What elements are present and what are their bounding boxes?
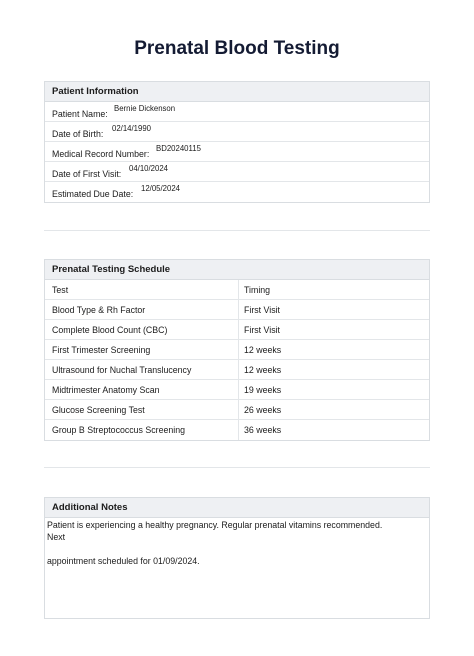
- patient-information-section: [44, 81, 430, 203]
- column-divider: [238, 320, 239, 339]
- test-name: Ultrasound for Nuchal Translucency: [52, 365, 192, 375]
- table-header-row: [45, 280, 429, 300]
- date-of-birth-row: [45, 122, 429, 142]
- test-timing: 19 weeks: [244, 385, 282, 395]
- estimated-due-date-value: 12/05/2024: [141, 184, 181, 193]
- section-divider: [44, 230, 430, 231]
- table-row: [45, 400, 429, 420]
- table-row: [45, 360, 429, 380]
- date-of-birth-value: 02/14/1990: [112, 124, 152, 133]
- column-header-test: Test: [52, 285, 69, 295]
- notes-line: Patient is experiencing a healthy pregnancy. Regular prenatal vitamins recommended.: [47, 520, 383, 530]
- notes-line: Next: [47, 532, 66, 542]
- test-timing: First Visit: [244, 305, 281, 315]
- column-divider: [238, 280, 239, 299]
- column-header-timing: Timing: [244, 285, 271, 295]
- patient-information-header: Patient Information: [45, 82, 429, 102]
- notes-text-area: [45, 518, 429, 618]
- medical-record-number-value: BD20240115: [156, 144, 201, 153]
- testing-schedule-header: Prenatal Testing Schedule: [45, 260, 429, 280]
- column-divider: [238, 380, 239, 399]
- test-name: Glucose Screening Test: [52, 405, 145, 415]
- section-divider: [44, 467, 430, 468]
- estimated-due-date-row: [45, 182, 429, 202]
- patient-name-value: Bernie Dickenson: [114, 104, 176, 113]
- patient-name-row: [45, 102, 429, 122]
- additional-notes-section: [44, 497, 430, 619]
- test-timing: 12 weeks: [244, 345, 282, 355]
- page-title: Prenatal Blood Testing: [134, 38, 340, 59]
- date-of-birth-label: Date of Birth:: [52, 129, 104, 139]
- estimated-due-date-label: Estimated Due Date:: [52, 189, 134, 199]
- test-timing: 26 weeks: [244, 405, 282, 415]
- date-of-first-visit-value: 04/10/2024: [129, 164, 169, 173]
- test-name: Midtrimester Anatomy Scan: [52, 385, 160, 395]
- notes-spacer: [47, 543, 427, 555]
- medical-record-number-label: Medical Record Number:: [52, 149, 150, 159]
- column-divider: [238, 420, 239, 440]
- date-of-first-visit-row: [45, 162, 429, 182]
- column-divider: [238, 300, 239, 319]
- medical-record-number-row: [45, 142, 429, 162]
- test-name: First Trimester Screening: [52, 345, 151, 355]
- test-name: Blood Type & Rh Factor: [52, 305, 146, 315]
- test-timing: 12 weeks: [244, 365, 282, 375]
- patient-name-label: Patient Name:: [52, 109, 108, 119]
- test-timing: First Visit: [244, 325, 281, 335]
- testing-schedule-section: [44, 259, 430, 441]
- notes-line: appointment scheduled for 01/09/2024.: [47, 556, 200, 566]
- test-timing: 36 weeks: [244, 425, 282, 435]
- column-divider: [238, 360, 239, 379]
- table-row: [45, 300, 429, 320]
- test-name: Complete Blood Count (CBC): [52, 325, 168, 335]
- test-name: Group B Streptococcus Screening: [52, 425, 186, 435]
- table-row: [45, 340, 429, 360]
- column-divider: [238, 400, 239, 419]
- column-divider: [238, 340, 239, 359]
- table-row: [45, 320, 429, 340]
- additional-notes-header: Additional Notes: [45, 498, 429, 518]
- table-row: [45, 380, 429, 400]
- table-row: [45, 420, 429, 440]
- date-of-first-visit-label: Date of First Visit:: [52, 169, 122, 179]
